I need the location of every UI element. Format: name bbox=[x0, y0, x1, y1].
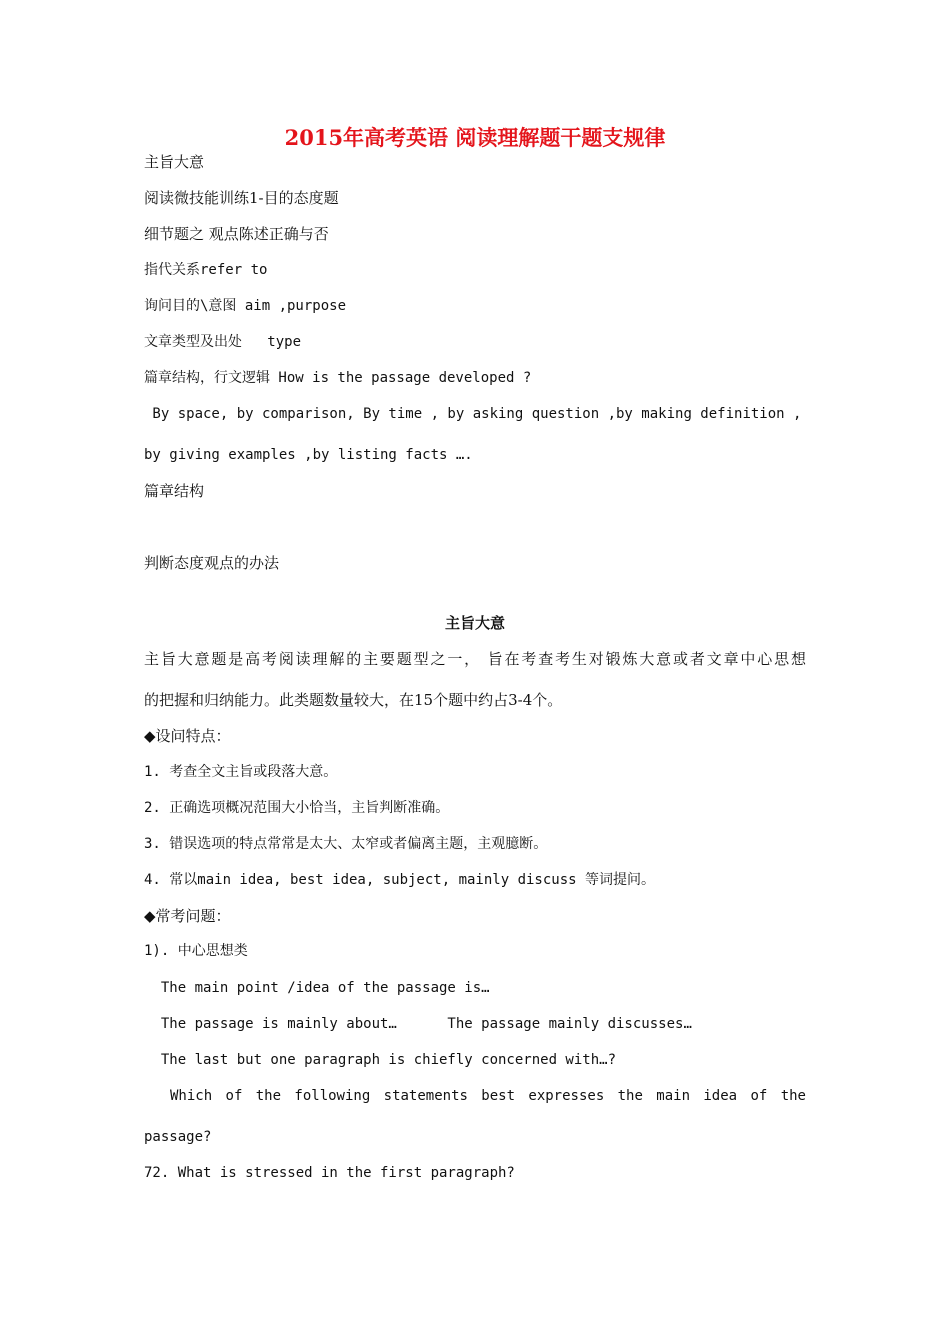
features-heading: ◆设问特点： bbox=[144, 727, 231, 745]
topic-line: 篇章结构，行文逻辑 How is the passage developed ? bbox=[144, 370, 532, 386]
topic-line: By space, by comparison, By time , by asking question ,by making definition , bbox=[144, 406, 802, 422]
topic-line: 文章类型及出处 type bbox=[144, 334, 302, 350]
topic-line: 阅读微技能训练1-目的态度题 bbox=[144, 189, 339, 207]
topic-line: 询问目的\意图 aim ,purpose bbox=[144, 298, 347, 314]
example-question: passage? bbox=[144, 1129, 212, 1145]
feature-item: 2. 正确选项概况范围大小恰当，主旨判断准确。 bbox=[144, 800, 450, 816]
questions-heading: ◆常考问题： bbox=[144, 907, 231, 925]
feature-item: 1. 考查全文主旨或段落大意。 bbox=[144, 764, 338, 780]
document-title: 2015年高考英语 阅读理解题干题支规律 bbox=[284, 125, 666, 150]
topic-line: 指代关系refer to bbox=[144, 262, 268, 278]
section-heading: 主旨大意 bbox=[444, 614, 505, 632]
topic-line: 主旨大意 bbox=[144, 153, 205, 171]
feature-item: 4. 常以main idea, best idea, subject, mainly discuss 等词提问。 bbox=[144, 872, 656, 888]
topic-line: by giving examples ,by listing facts …. bbox=[144, 447, 473, 463]
example-question: The main point /idea of the passage is… bbox=[144, 980, 490, 996]
topic-line: 篇章结构 bbox=[144, 482, 205, 500]
category-heading: 1). 中心思想类 bbox=[144, 943, 248, 959]
example-question: Which of the following statements best expresses the main idea of the bbox=[170, 1088, 806, 1104]
example-question: The passage is mainly about… The passage mainly discusses… bbox=[144, 1016, 692, 1032]
intro-line: 主旨大意题是高考阅读理解的主要题型之一， 旨在考查考生对锻炼大意或者文章中心思想 bbox=[144, 650, 806, 668]
intro-line: 的把握和归纳能力。此类题数量较大，在15个题中约占3-4个。 bbox=[144, 691, 563, 709]
feature-item: 3. 错误选项的特点常常是太大、太窄或者偏离主题，主观臆断。 bbox=[144, 836, 548, 852]
topic-line: 判断态度观点的办法 bbox=[144, 554, 280, 572]
example-question: The last but one paragraph is chiefly concerned with…? bbox=[144, 1052, 617, 1068]
example-question: 72. What is stressed in the first paragraph? bbox=[144, 1165, 515, 1181]
topic-line: 细节题之 观点陈述正确与否 bbox=[144, 225, 329, 243]
